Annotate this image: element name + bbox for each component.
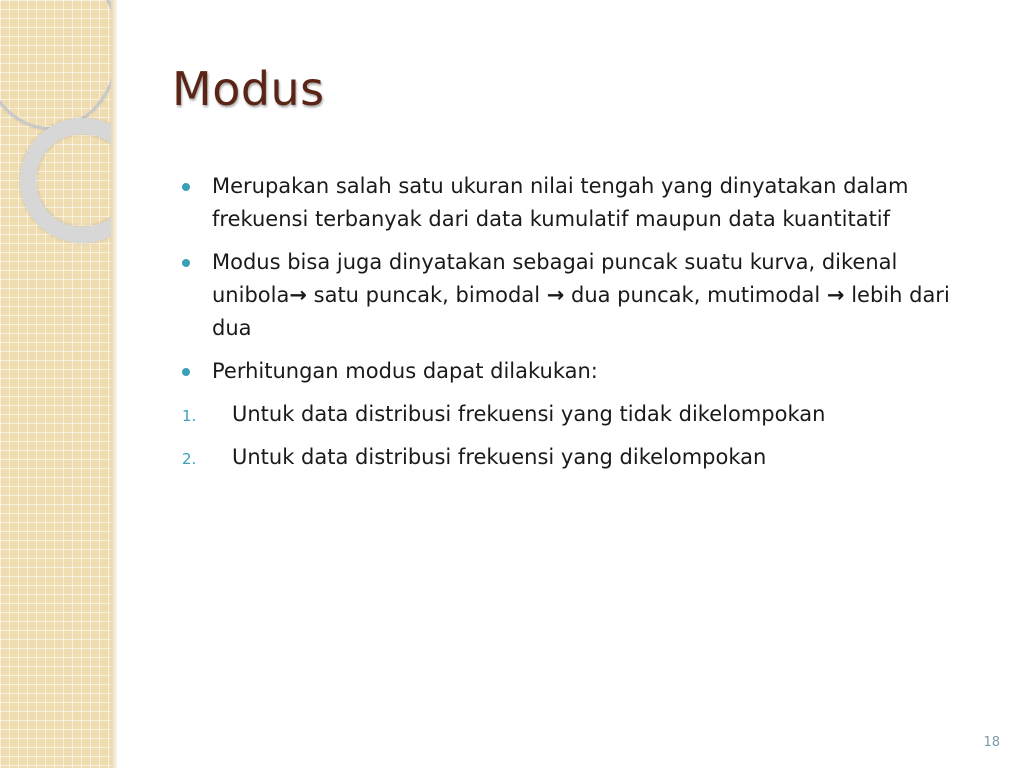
bullet-text: dua puncak, mutimodal (564, 283, 827, 307)
number-marker: 1. (182, 407, 197, 425)
numbered-text: Untuk data distribusi frekuensi yang dikelompokan (232, 445, 767, 469)
page-number: 18 (983, 735, 1000, 750)
decorative-ring-middle (20, 118, 113, 243)
bullet-dot-icon (182, 183, 190, 191)
decorative-ring-top (0, 0, 113, 130)
slide-title: Modus (172, 62, 325, 116)
bullet-text: Perhitungan modus dapat dilakukan: (212, 359, 598, 383)
bullet-text: Modus bisa juga dinyatakan sebagai puncak suatu kurva, dikenal unibola (212, 250, 898, 307)
bullet-text: satu puncak, bimodal (306, 283, 547, 307)
bullet-item (182, 355, 982, 388)
bullet-text: Merupakan salah satu ukuran nilai tengah yang dinyatakan dalam frekuensi terbanyak dari data kumulatif maupun data kuantitatif (212, 174, 909, 231)
numbered-item (182, 441, 982, 474)
numbered-item (182, 398, 982, 431)
right-arrow-icon: → (289, 283, 307, 307)
bullet-item (182, 246, 982, 345)
bullet-item (182, 170, 982, 236)
slide-content (182, 170, 982, 484)
bullet-dot-icon (182, 259, 190, 267)
bullet-text: lebih dari dua (212, 283, 950, 340)
right-arrow-icon: → (826, 283, 845, 307)
right-arrow-icon: → (546, 283, 565, 307)
bullet-dot-icon (182, 368, 190, 376)
decorative-side-strip (0, 0, 113, 768)
side-strip-edge (111, 0, 117, 768)
number-marker: 2. (182, 450, 197, 468)
numbered-text: Untuk data distribusi frekuensi yang tidak dikelompokan (232, 402, 826, 426)
